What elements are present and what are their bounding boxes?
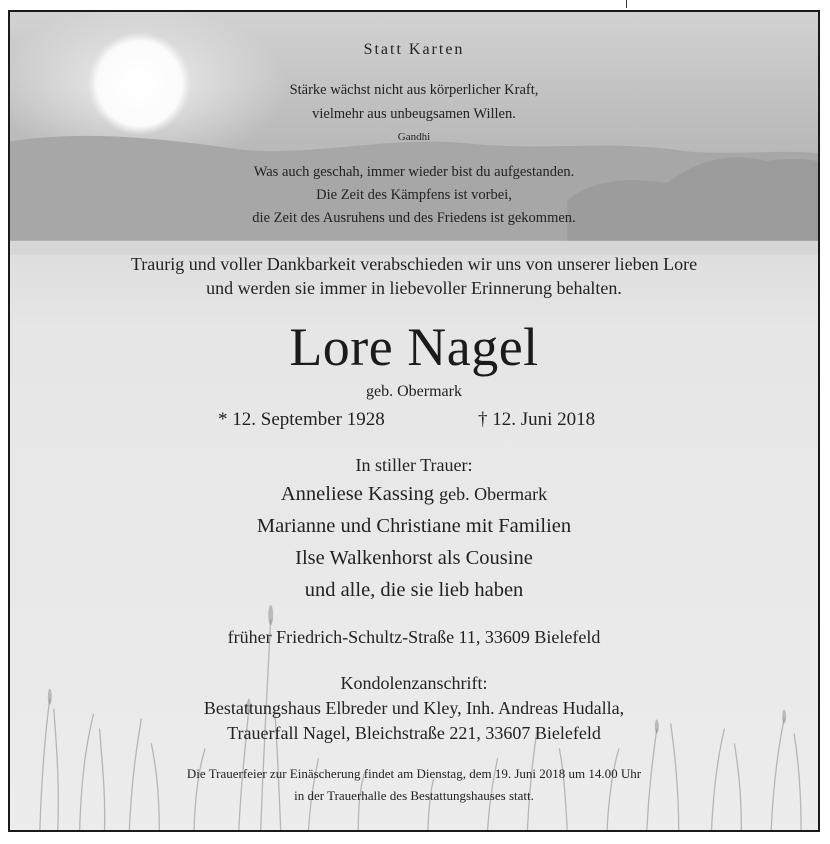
quote1-line2: vielmehr aus unbeugsamen Willen. [312,106,516,122]
mourner-2: Marianne und Christiane mit Familien [256,515,572,537]
former-address: früher Friedrich-Schultz-Straße 11, 33609 Bielefeld [227,627,601,647]
condolence-heading: Kondolenzanschrift: [340,673,488,693]
ceremony-line1: Die Trauerfeier zur Einäscherung findet am Dienstag, dem 19. Juni 2018 um 14.00 Uhr [186,766,642,781]
death-date: † 12. Juni 2018 [478,409,596,430]
life-dates [10,409,818,435]
mourner-1 [10,483,818,506]
mourner-1-name: Anneliese Kassing [280,483,435,505]
mourner-1-suffix: geb. Obermark [439,484,548,504]
mourner-4: und alle, die sie lieb haben [304,579,524,601]
intro-line1: Traurig und voller Dankbarkeit verabschieden wir uns von unserer lieben Lore [130,254,698,274]
condolence-line1: Bestattungshaus Elbreder und Kley, Inh. Andreas Hudalla, [203,698,625,718]
mourners-heading: In stiller Trauer: [355,455,473,475]
quote2-line2: Die Zeit des Kämpfens ist vorbei, [316,187,512,203]
deceased-maiden-name: geb. Obermark [366,383,462,400]
ceremony-line2: in der Trauerhalle des Bestattungshauses statt. [294,788,534,803]
mourner-3: Ilse Walkenhorst als Cousine [295,547,533,569]
obituary-card [8,10,820,832]
quote2-line3: die Zeit des Ausruhens und des Friedens ist gekommen. [252,210,576,226]
intro-line2: und werden sie immer in liebevoller Erinnerung behalten. [206,278,622,298]
quote1-line1: Stärke wächst nicht aus körperlicher Kraft, [289,82,539,98]
condolence-line2: Trauerfall Nagel, Bleichstraße 221, 33607 Bielefeld [227,723,601,743]
birth-date: * 12. September 1928 [218,409,385,430]
corner-mark [626,0,627,8]
header-statt-karten: Statt Karten [363,41,465,58]
deceased-name: Lore Nagel [289,317,539,377]
quote1-author: Gandhi [397,131,431,143]
quote2-line1: Was auch geschah, immer wieder bist du aufgestanden. [253,164,575,180]
